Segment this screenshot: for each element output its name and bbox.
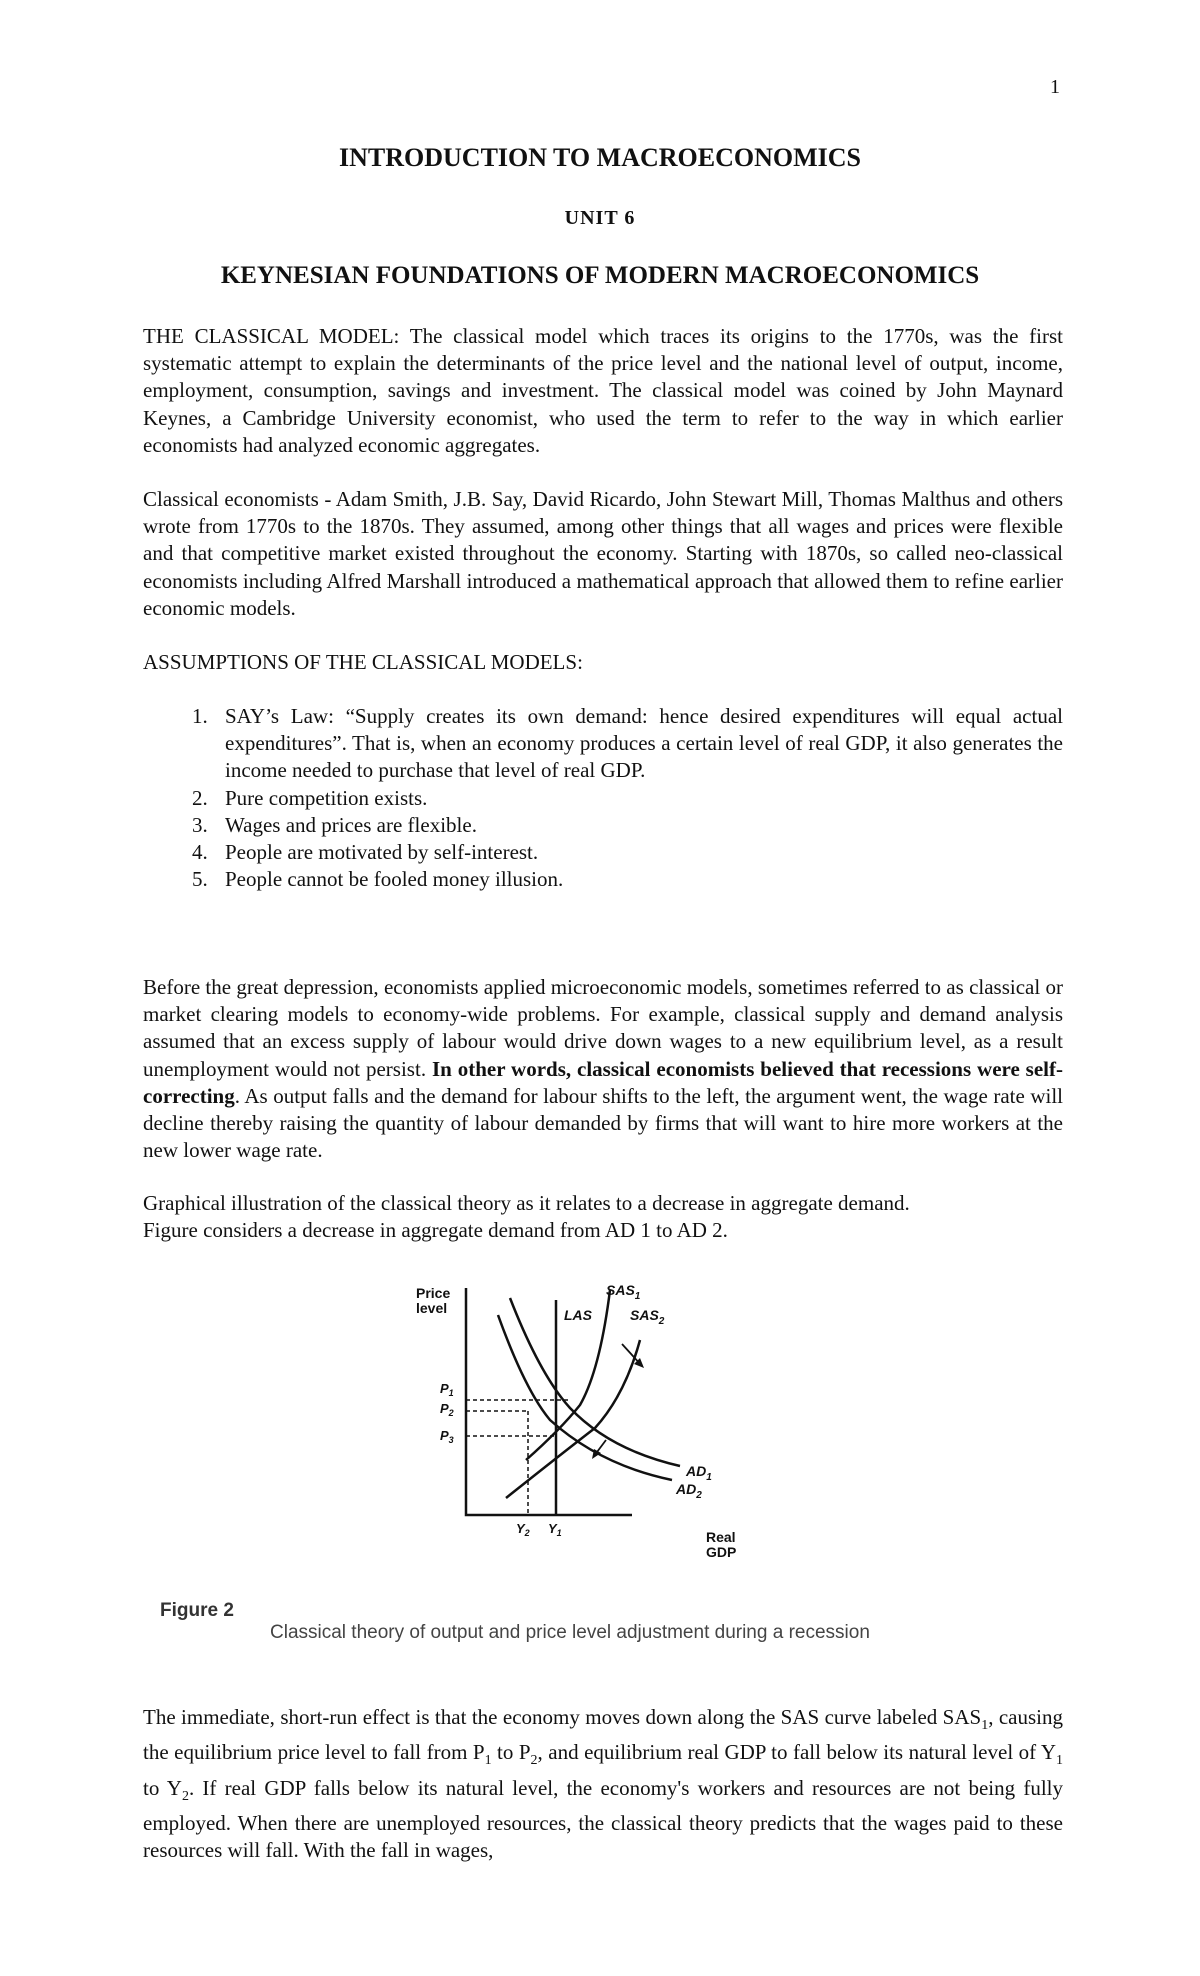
classical-model-paragraph: THE CLASSICAL MODEL: The classical model which traces its origins to the 1770s, was the first systematic attempt to explain the determinants of the price level and the national level of output, income, employment, consumption, savings and investment. The classical model was coined by John Maynard Keynes, a Cambridge University economist, who used the term to refer to the way in which earlier economists had analyzed economic aggregates. — [143, 324, 1063, 457]
subscript: 1 — [1056, 1753, 1063, 1769]
figure-caption-text: Classical theory of output and price level adjustment during a recession — [270, 1622, 870, 1643]
emphasis-text: In other words, classical economists believed that recessions were self-correcting — [143, 1056, 1063, 1108]
figure-label: Figure 2 — [160, 1600, 234, 1621]
p2-tick: $P_2$ — [440, 1401, 454, 1418]
assumptions-heading: ASSUMPTIONS OF THE CLASSICAL MODELS: — [143, 650, 583, 674]
classical-adjustment-diagram — [410, 1280, 790, 1560]
p3-tick: $P_3$ — [440, 1428, 454, 1445]
sas2-curve — [506, 1340, 640, 1498]
paragraph-text: . If real GDP falls below its natural level, the economy's workers and resources are not being fully employed. When there are unemployed resources, the classical theory predicts that the wages paid to these resources will fall. With the fall in wages, — [143, 1775, 1063, 1863]
axes — [466, 1288, 632, 1515]
document-title: INTRODUCTION TO MACROECONOMICS — [339, 143, 861, 172]
subscript: 1 — [981, 1718, 989, 1734]
p1-tick: $P_1$ — [440, 1381, 454, 1398]
assumption-item: 5. People cannot be fooled money illusion. — [213, 866, 1063, 893]
paragraph-text: , causing the equilibrium price level to fall from P — [143, 1705, 1064, 1765]
subscript: 2 — [530, 1753, 538, 1769]
unit-heading: UNIT 6 — [564, 207, 636, 229]
short-run-effect-paragraph — [143, 1704, 1063, 1865]
y1-tick: $Y_1$ — [548, 1521, 562, 1538]
y2-tick: $Y_2$ — [516, 1521, 530, 1538]
ad1-label: $AD_1$ — [686, 1463, 712, 1483]
paragraph-line: Figure considers a decrease in aggregate demand from AD 1 to AD 2. — [143, 1218, 728, 1243]
graphical-illustration-paragraph — [143, 1190, 1063, 1244]
subscript: 1 — [484, 1753, 492, 1769]
chapter-subtitle: KEYNESIAN FOUNDATIONS OF MODERN MACROECONOMICS — [220, 262, 980, 289]
sas1-label: $SAS_1$ — [606, 1282, 641, 1302]
ad2-label: $AD_2$ — [676, 1481, 702, 1501]
assumption-item: 4. People are motivated by self-interest. — [213, 839, 1063, 866]
ad1-curve — [510, 1298, 680, 1466]
assumptions-list — [143, 703, 1063, 893]
classical-economists-paragraph: Classical economists - Adam Smith, J.B. Say, David Ricardo, John Stewart Mill, Thomas Malthus and others wrote from 1770s to the 1870s. They assumed, among other things that all wages and prices were flexible and that competitive market existed throughout the economy. Starting with 1870s, so called neo-classical economists including Alfred Marshall introduced a mathematical approach that allowed them to refine earlier economic models. — [143, 487, 1063, 620]
paragraph-text: The immediate, short-run effect is that the economy moves down along the SAS curve labeled SAS — [143, 1705, 982, 1729]
sas2-label: $SAS_2$ — [630, 1307, 665, 1327]
x-axis-label: GDP — [706, 1544, 737, 1560]
paragraph-text: , and equilibrium real GDP to fall below its natural level of Y — [537, 1740, 1056, 1765]
paragraph-text: to Y — [143, 1775, 182, 1800]
subscript: 2 — [181, 1788, 189, 1804]
x-axis-label: Real — [706, 1529, 736, 1545]
assumption-item: 3. Wages and prices are flexible. — [213, 812, 1063, 839]
y-axis-label: level — [416, 1300, 448, 1316]
assumption-item: 1. SAY’s Law: “Supply creates its own demand: hence desired expenditures will equal actual expenditures”. That is, when an economy produces a certain level of real GDP, it also generates the income needed to purchase that level of real GDP. — [213, 703, 1063, 785]
figure-caption — [160, 1600, 870, 1643]
y-axis-label: Price — [416, 1285, 451, 1301]
las-label: LAS — [564, 1307, 592, 1323]
paragraph-text: . As output falls and the demand for labour shifts to the left, the argument went, the wage rate will decline thereby raising the quantity of labour demanded by firms that will want to hire more workers at the new lower wage rate. — [143, 1083, 1063, 1163]
paragraph-line: Graphical illustration of the classical theory as it relates to a decrease in aggregate demand. — [143, 1191, 910, 1215]
page-number: 1 — [1050, 76, 1060, 98]
great-depression-paragraph — [143, 974, 1063, 1164]
assumption-item: 2. Pure competition exists. — [213, 785, 1063, 812]
paragraph-text: Before the great depression, economists applied microeconomic models, sometimes referred to as classical or market clearing models to economy-wide problems. For example, classical supply and demand analysis assumed that an excess supply of labour would drive down wages to a new equilibrium level, as a result unemployment would not persist. — [143, 975, 1063, 1081]
paragraph-text: to P — [491, 1740, 531, 1765]
